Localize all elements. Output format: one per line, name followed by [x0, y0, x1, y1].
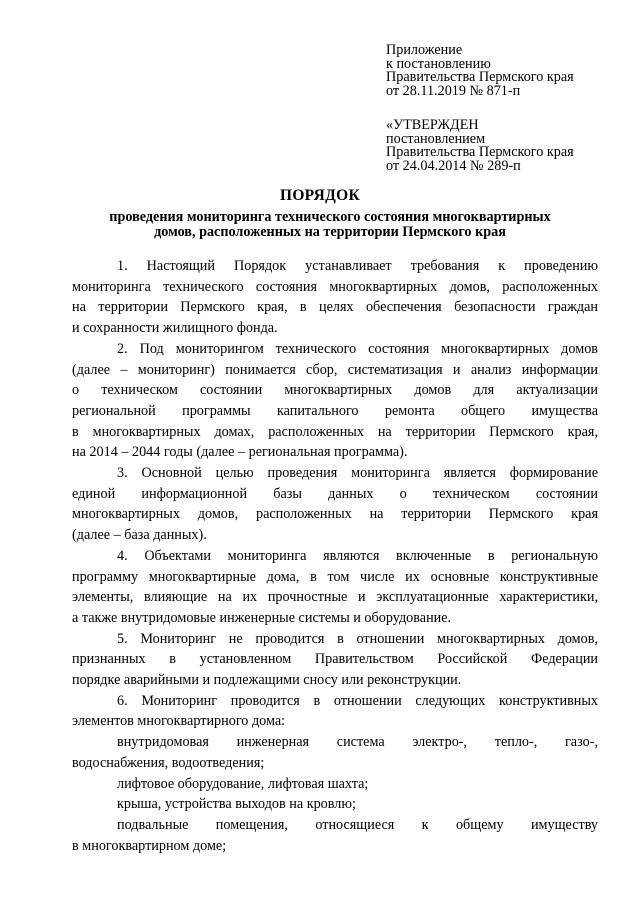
paragraph-line: на 2014 – 2044 годы (далее – региональная программа).: [72, 444, 408, 461]
paragraph: [72, 815, 598, 856]
paragraph-line: внутридомовая инженерная система электро-, тепло-, газо-,: [117, 734, 598, 751]
paragraph: [72, 256, 598, 339]
paragraph-line: региональной программы капитального ремонта общего имущества: [72, 402, 598, 419]
paragraph: [72, 691, 598, 732]
paragraph-line: и сохранности жилищного фонда.: [72, 320, 278, 337]
paragraph: [72, 339, 598, 463]
appendix-line: Правительства Пермского края: [386, 69, 574, 86]
paragraph: [72, 774, 598, 795]
paragraph-line: порядке аварийными и подлежащими сносу или реконструкции.: [72, 672, 462, 689]
paragraph: [72, 463, 598, 546]
paragraph-line: 5. Мониторинг не проводится в отношении многоквартирных домов,: [117, 630, 598, 647]
paragraph-line: единой информационной базы данных о техническом состоянии: [72, 485, 598, 502]
appendix-line: Приложение: [386, 42, 463, 58]
paragraph-line: 6. Мониторинг проводится в отношении следующих конструктивных: [117, 692, 598, 709]
subtitle-line: проведения мониторинга технического состояния многоквартирных: [109, 209, 551, 225]
paragraph-line: лифтовое оборудование, лифтовая шахта;: [117, 775, 369, 792]
paragraph-line: 1. Настоящий Порядок устанавливает требования к проведению: [117, 258, 598, 274]
document-title: ПОРЯДОК: [279, 187, 361, 204]
document-subtitle: [80, 210, 580, 240]
paragraph: [72, 732, 598, 773]
paragraph-line: 2. Под мониторингом технического состояния многоквартирных домов: [117, 340, 598, 357]
paragraph-line: 3. Основной целью проведения мониторинга является формирование: [117, 465, 598, 482]
approval-note: [386, 119, 626, 173]
approval-line: «УТВЕРЖДЕН: [386, 117, 479, 133]
paragraph-line: о техническом состоянии многоквартирных домов для актуализации: [72, 382, 598, 399]
paragraph-line: а также внутридомовые инженерные системы и оборудование.: [72, 609, 452, 626]
paragraph-line: 4. Объектами мониторинга являются включенные в региональную: [117, 547, 598, 564]
approval-line: от 24.04.2014 № 289-п: [386, 157, 521, 174]
paragraph-line: признанных в установленном Правительством Российской Федерации: [72, 651, 598, 668]
paragraph: [72, 794, 598, 815]
paragraph-line: на территории Пермского края, в целях обеспечения безопасности граждан: [72, 299, 598, 316]
paragraph: [72, 546, 598, 629]
paragraph-line: программу многоквартирные дома, в том числе их основные конструктивные: [72, 568, 598, 585]
document-body: [72, 256, 598, 856]
paragraph-line: в многоквартирных домах, расположенных на территории Пермского края,: [72, 423, 598, 440]
appendix-line: от 28.11.2019 № 871-п: [386, 82, 521, 99]
approval-line: Правительства Пермского края: [386, 144, 574, 161]
paragraph-line: элементы, влияющие на их прочностные и эксплуатационные характеристики,: [72, 589, 598, 606]
paragraph-line: подвальные помещения, относящиеся к общему имуществу: [117, 816, 598, 833]
paragraph: [72, 629, 598, 691]
paragraph-line: крыша, устройства выходов на кровлю;: [117, 796, 356, 813]
subtitle-line: домов, расположенных на территории Пермского края: [154, 224, 506, 240]
paragraph-line: водоснабжения, водоотведения;: [72, 754, 265, 771]
approval-line: постановлением: [386, 130, 486, 147]
appendix-note: [386, 44, 626, 98]
paragraph-line: многоквартирных домов, расположенных на территории Пермского края: [72, 506, 598, 523]
paragraph-line: мониторинга технического состояния многоквартирных домов, расположенных: [72, 278, 598, 295]
paragraph-line: элементов многоквартирного дома:: [72, 713, 286, 730]
paragraph-line: (далее – база данных).: [72, 527, 207, 544]
paragraph-line: (далее – мониторинг) понимается сбор, систематизация и анализ информации: [72, 361, 598, 378]
paragraph-line: в многоквартирном доме;: [72, 837, 227, 854]
appendix-line: к постановлению: [386, 55, 491, 72]
